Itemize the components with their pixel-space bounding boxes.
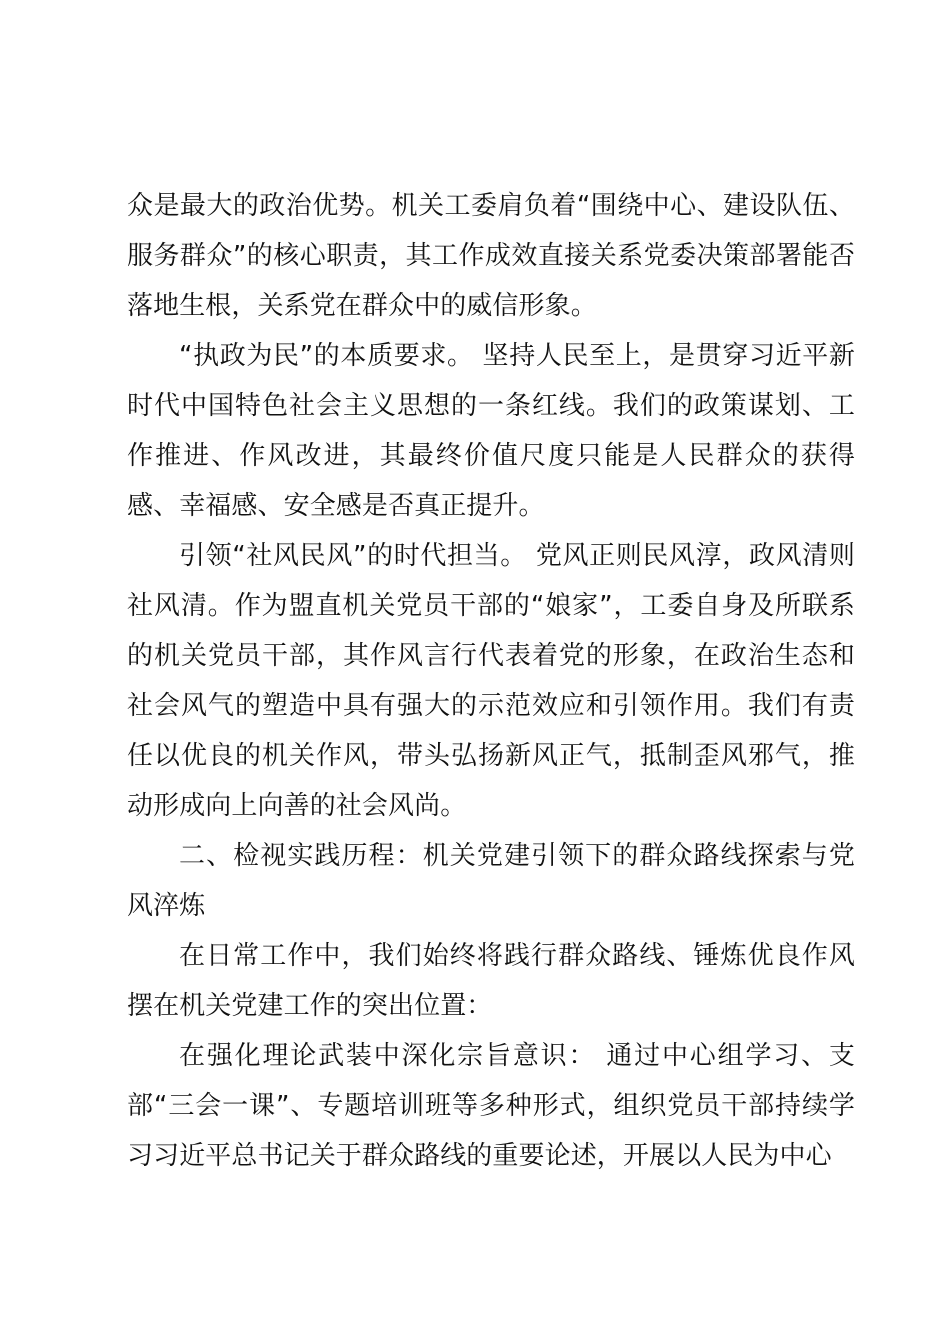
section-heading: 二、检视实践历程：机关党建引领下的群众路线探索与党风淬炼 [127, 841, 855, 921]
paragraph-2: “执政为民”的本质要求。 坚持人民至上，是贯穿习近平新时代中国特色社会主义思想的一条红线。我们的政策谋划、工作推进、作风改进，其最终价值尺度只能是人民群众的获得感、幸福感、安全感是否真正提升。 [127, 341, 855, 521]
paragraph-3: 引领“社风民风”的时代担当。 党风正则民风淳，政风清则社风清。作为盟直机关党员干部的“娘家”，工委自身及所联系的机关党员干部，其作风言行代表着党的形象，在政治生态和社会风气的塑造中具有强大的示范效应和引领作用。我们有责任以优良的机关作风，带头弘扬新风正气，抵制歪风邪气，推动形成向上向善的社会风尚。 [127, 541, 855, 821]
document-body [127, 181, 855, 1181]
paragraph-4: 在日常工作中，我们始终将践行群众路线、锤炼优良作风摆在机关党建工作的突出位置： [127, 941, 855, 1021]
paragraph-1: 众是最大的政治优势。机关工委肩负着“围绕中心、建设队伍、服务群众”的核心职责，其工作成效直接关系党委决策部署能否落地生根，关系党在群众中的威信形象。 [127, 191, 855, 321]
paragraph-5: 在强化理论武装中深化宗旨意识： 通过中心组学习、支部“三会一课”、专题培训班等多种形式，组织党员干部持续学习习近平总书记关于群众路线的重要论述，开展以人民为中心 [127, 1041, 855, 1171]
